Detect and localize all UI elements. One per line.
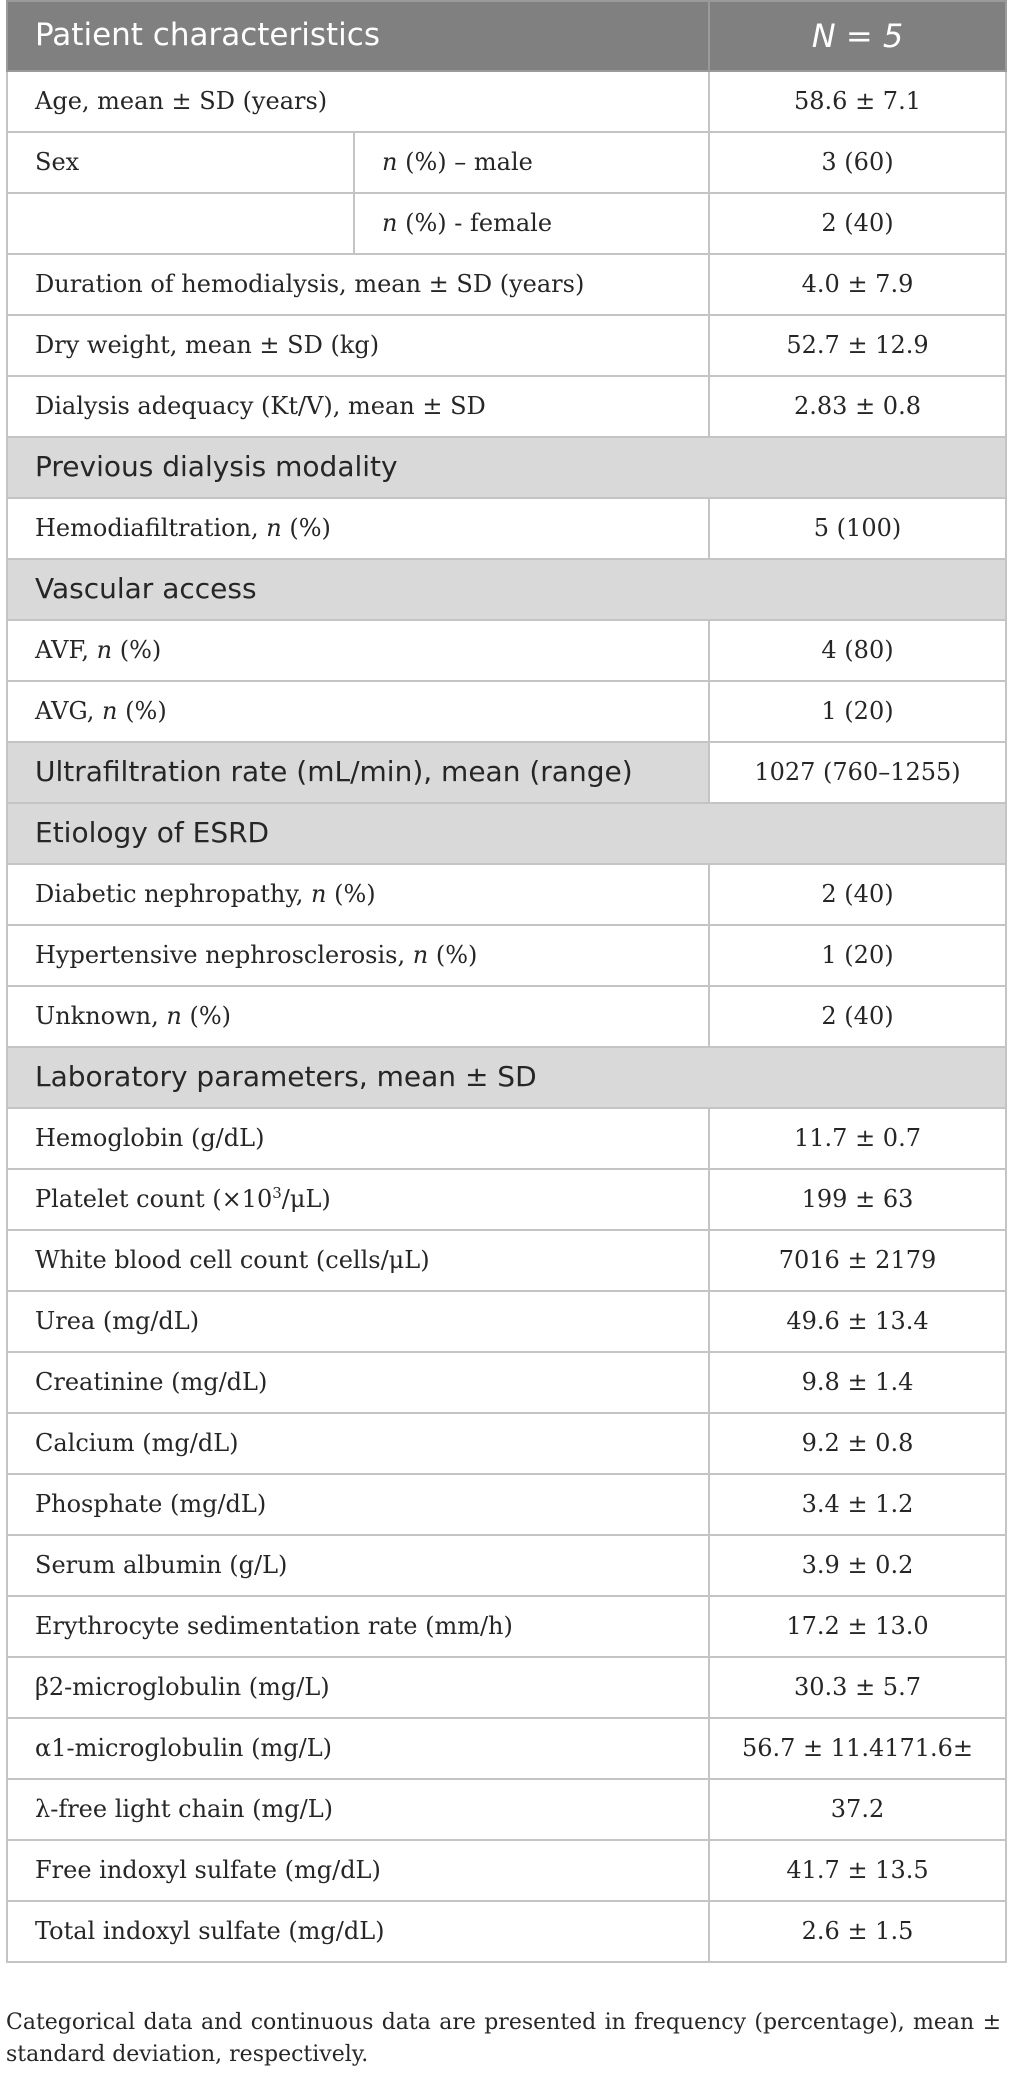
- label-superscript: 3: [272, 1184, 282, 1203]
- table-footnote: Categorical data and continuous data are presented in frequency (percentage), mean ± standard deviation, respectively.: [6, 2010, 1001, 2067]
- row-sublabel: [354, 132, 709, 193]
- row-label: Dry weight, mean ± SD (kg): [7, 315, 709, 376]
- table-row: [7, 498, 1006, 559]
- row-value: 9.2 ± 0.8: [709, 1413, 1006, 1474]
- row-value: 4 (80): [709, 620, 1006, 681]
- table-row: [7, 1352, 1006, 1413]
- row-label: Phosphate (mg/dL): [7, 1474, 709, 1535]
- row-value: 17.2 ± 13.0: [709, 1596, 1006, 1657]
- row-label: [7, 193, 354, 254]
- label-prefix: Unknown,: [35, 1001, 167, 1030]
- row-label: [7, 864, 709, 925]
- label-italic: n: [311, 879, 327, 908]
- label-italic: n: [102, 696, 118, 725]
- section-row: [7, 559, 1006, 620]
- section-label: Laboratory parameters, mean ± SD: [7, 1047, 1006, 1108]
- row-value: 2 (40): [709, 864, 1006, 925]
- table-row: [7, 1901, 1006, 1962]
- row-label: Calcium (mg/dL): [7, 1413, 709, 1474]
- table-body: [7, 1, 1006, 1962]
- header-n: N = 5: [709, 1, 1006, 71]
- row-value: 41.7 ± 13.5: [709, 1840, 1006, 1901]
- row-value: 2.83 ± 0.8: [709, 376, 1006, 437]
- patient-characteristics-table-wrap: [6, 0, 1005, 1963]
- sublabel-italic: n: [382, 208, 398, 237]
- row-label: Serum albumin (g/L): [7, 1535, 709, 1596]
- sublabel-text: (%) - female: [397, 208, 553, 237]
- row-label: Sex: [7, 132, 354, 193]
- row-label: Age, mean ± SD (years): [7, 71, 709, 132]
- section-label: Etiology of ESRD: [7, 803, 1006, 864]
- row-label: Urea (mg/dL): [7, 1291, 709, 1352]
- row-value: 11.7 ± 0.7: [709, 1108, 1006, 1169]
- row-value: 56.7 ± 11.4171.6±: [709, 1718, 1006, 1779]
- row-value: 52.7 ± 12.9: [709, 315, 1006, 376]
- label-italic: n: [166, 1001, 182, 1030]
- table-row: [7, 254, 1006, 315]
- section-row: [7, 1047, 1006, 1108]
- table-row: [7, 620, 1006, 681]
- table-row: [7, 986, 1006, 1047]
- section-row: [7, 742, 1006, 803]
- row-label: [7, 498, 709, 559]
- label-prefix: Hemodiafiltration,: [35, 513, 267, 542]
- row-label: White blood cell count (cells/μL): [7, 1230, 709, 1291]
- row-value: 5 (100): [709, 498, 1006, 559]
- table-row: [7, 376, 1006, 437]
- section-label: Vascular access: [7, 559, 1006, 620]
- row-value: 49.6 ± 13.4: [709, 1291, 1006, 1352]
- patient-characteristics-table: [6, 0, 1007, 1963]
- row-label: Free indoxyl sulfate (mg/dL): [7, 1840, 709, 1901]
- row-value: 7016 ± 2179: [709, 1230, 1006, 1291]
- row-label: α1-microglobulin (mg/L): [7, 1718, 709, 1779]
- table-row: [7, 1108, 1006, 1169]
- table-row: [7, 132, 1006, 193]
- row-value: 3.4 ± 1.2: [709, 1474, 1006, 1535]
- label-suffix: /μL): [281, 1185, 331, 1214]
- label-italic: n: [96, 635, 113, 664]
- table-row: [7, 1779, 1006, 1840]
- row-value: 58.6 ± 7.1: [709, 71, 1006, 132]
- row-label: [7, 1169, 709, 1230]
- label-italic: n: [412, 940, 429, 969]
- table-row: [7, 1840, 1006, 1901]
- table-row: [7, 193, 1006, 254]
- table-row: [7, 925, 1006, 986]
- label-suffix: (%): [117, 696, 167, 725]
- label-suffix: (%): [181, 1001, 232, 1030]
- row-label: Duration of hemodialysis, mean ± SD (years): [7, 254, 709, 315]
- row-value: 2 (40): [709, 193, 1006, 254]
- label-suffix: (%): [428, 940, 478, 969]
- row-value: 2 (40): [709, 986, 1006, 1047]
- header-label: Patient characteristics: [7, 1, 709, 71]
- sublabel-italic: n: [382, 147, 398, 176]
- table-row: [7, 1169, 1006, 1230]
- label-suffix: (%): [281, 513, 331, 542]
- label-suffix: (%): [112, 635, 162, 664]
- row-label: [7, 620, 709, 681]
- table-row: [7, 864, 1006, 925]
- row-value: 3.9 ± 0.2: [709, 1535, 1006, 1596]
- table-row: [7, 71, 1006, 132]
- section-row: [7, 437, 1006, 498]
- table-header-row: [7, 1, 1006, 71]
- sublabel-text: (%) – male: [397, 147, 533, 176]
- row-label: β2-microglobulin (mg/L): [7, 1657, 709, 1718]
- label-prefix: AVG,: [35, 696, 103, 725]
- table-row: [7, 315, 1006, 376]
- section-label: Previous dialysis modality: [7, 437, 1006, 498]
- label-prefix: Diabetic nephropathy,: [35, 879, 311, 908]
- label-prefix: AVF,: [35, 635, 97, 664]
- row-value: 1027 (760–1255): [709, 742, 1006, 803]
- table-row: [7, 681, 1006, 742]
- row-label: Hemoglobin (g/dL): [7, 1108, 709, 1169]
- row-value: 37.2: [709, 1779, 1006, 1840]
- row-value: 9.8 ± 1.4: [709, 1352, 1006, 1413]
- row-label: [7, 986, 709, 1047]
- row-label: Erythrocyte sedimentation rate (mm/h): [7, 1596, 709, 1657]
- table-row: [7, 1657, 1006, 1718]
- row-label: λ-free light chain (mg/L): [7, 1779, 709, 1840]
- row-label: [7, 681, 709, 742]
- row-value: 2.6 ± 1.5: [709, 1901, 1006, 1962]
- row-label: [7, 925, 709, 986]
- row-sublabel: [354, 193, 709, 254]
- row-value: 199 ± 63: [709, 1169, 1006, 1230]
- label-prefix: Platelet count (×10: [35, 1185, 273, 1214]
- section-label: Ultrafiltration rate (mL/min), mean (range): [7, 742, 709, 803]
- row-value: 30.3 ± 5.7: [709, 1657, 1006, 1718]
- table-row: [7, 1718, 1006, 1779]
- section-row: [7, 803, 1006, 864]
- row-value: 4.0 ± 7.9: [709, 254, 1006, 315]
- row-label: Creatinine (mg/dL): [7, 1352, 709, 1413]
- table-row: [7, 1535, 1006, 1596]
- label-italic: n: [266, 513, 282, 542]
- table-row: [7, 1413, 1006, 1474]
- label-prefix: Hypertensive nephrosclerosis,: [35, 940, 413, 969]
- row-value: 1 (20): [709, 925, 1006, 986]
- table-row: [7, 1291, 1006, 1352]
- row-label: Dialysis adequacy (Kt/V), mean ± SD: [7, 376, 709, 437]
- table-row: [7, 1230, 1006, 1291]
- table-row: [7, 1474, 1006, 1535]
- table-row: [7, 1596, 1006, 1657]
- row-value: 3 (60): [709, 132, 1006, 193]
- row-value: 1 (20): [709, 681, 1006, 742]
- row-label: Total indoxyl sulfate (mg/dL): [7, 1901, 709, 1962]
- label-suffix: (%): [326, 879, 376, 908]
